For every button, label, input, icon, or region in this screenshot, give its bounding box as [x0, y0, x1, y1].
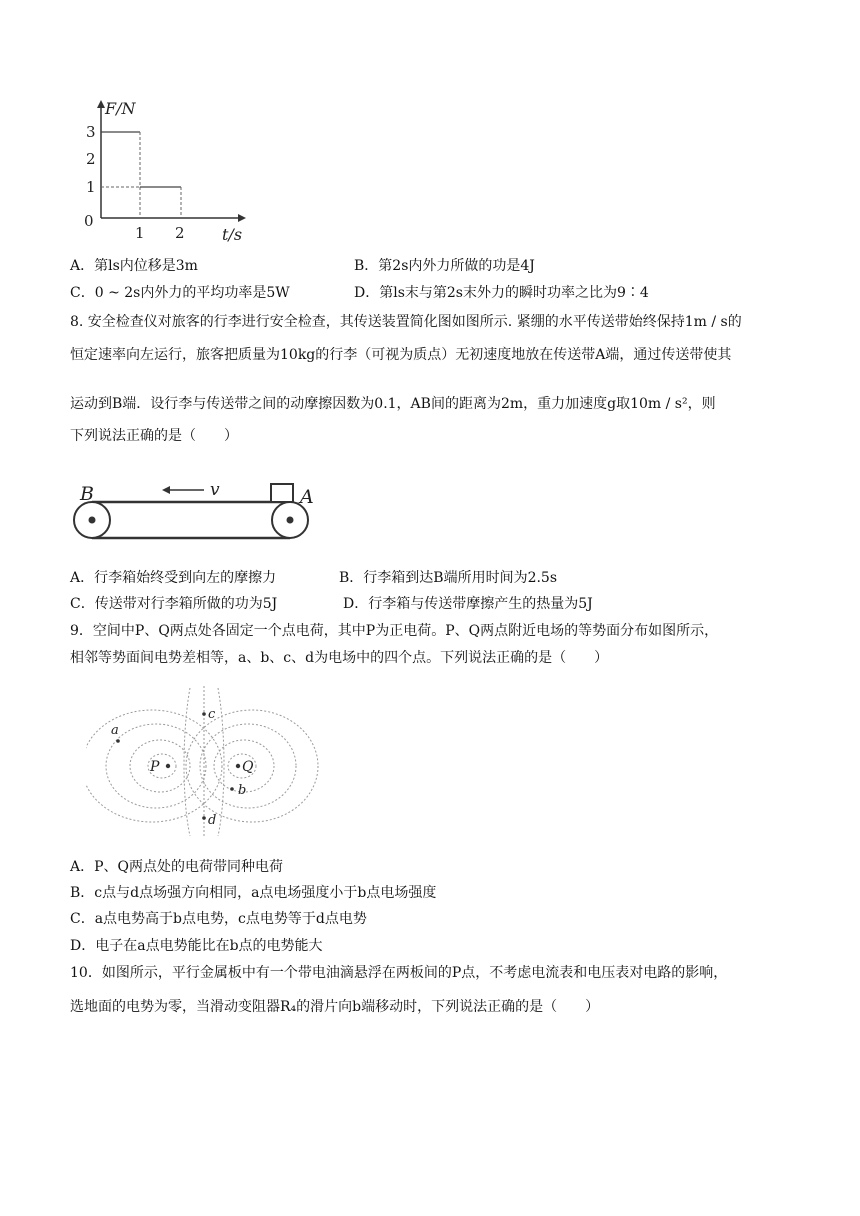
- q9-option-c: C．a点电势高于b点电势，c点电势等于d点电势: [70, 911, 367, 927]
- label-p: P: [150, 759, 160, 775]
- q9-option-b: B．c点与d点场强方向相同，a点电场强度小于b点电场强度: [70, 885, 437, 901]
- y-axis-label: F/N: [105, 99, 136, 118]
- q7-option-b: B．第2s内外力所做的功是4J: [354, 258, 535, 274]
- luggage-box: [271, 484, 293, 502]
- x-tick-2: 2: [175, 224, 185, 242]
- q8-stem-line-1: 8. 安全检查仪对旅客的行李进行安全检查，其传送装置简化图如图所示. 紧绷的水平传送带始终保持1m / s的: [70, 314, 742, 330]
- point-a-dot: [116, 739, 120, 743]
- x-tick-1: 1: [135, 224, 145, 242]
- label-v: v: [210, 480, 220, 500]
- label-a: a: [111, 723, 119, 738]
- label-a: A: [300, 486, 314, 508]
- q9-stem-line-1: 9．空间中P、Q两点处各固定一个点电荷，其中P为正电荷。P、Q两点附近电场的等势面分布如图所示，: [70, 623, 719, 639]
- y-tick-0: 0: [84, 212, 94, 230]
- label-q: Q: [242, 759, 254, 775]
- q8-option-b: B．行李箱到达B端所用时间为2.5s: [339, 570, 558, 586]
- q8-option-c: C．传送带对行李箱所做的功为5J: [70, 596, 278, 612]
- q7-option-c: C．0 ~ 2s内外力的平均功率是5W: [70, 285, 290, 301]
- y-tick-3: 3: [86, 123, 96, 141]
- conveyor-belt-diagram: [68, 478, 323, 548]
- q8-stem-line-4: 下列说法正确的是（ ）: [70, 428, 238, 444]
- point-d-dot: [202, 816, 206, 820]
- left-roller-axle: [89, 517, 96, 524]
- q7-option-d: D．第ls末与第2s末外力的瞬时功率之比为9∶4: [354, 285, 649, 301]
- label-b: B: [80, 483, 94, 505]
- point-p-dot: [166, 764, 170, 768]
- label-c: c: [208, 707, 216, 722]
- right-curve-near-center: [218, 688, 224, 836]
- q9-stem-line-2: 相邻等势面间电势差相等，a、b、c、d为电场中的四个点。下列说法正确的是（ ）: [70, 650, 609, 666]
- x-axis-arrow: [238, 214, 246, 222]
- y-tick-2: 2: [86, 150, 96, 168]
- p-equipotential-2: [130, 740, 190, 792]
- equipotential-diagram: [86, 682, 322, 840]
- point-c-dot: [202, 712, 206, 716]
- q9-option-d: D．电子在a点电势能比在b点的电势能大: [70, 938, 323, 954]
- point-q-dot: [236, 764, 240, 768]
- velocity-arrowhead: [162, 486, 170, 494]
- right-roller-axle: [287, 517, 294, 524]
- q10-stem-line-2: 选地面的电势为零，当滑动变阻器R₄的滑片向b端移动时，下列说法正确的是（ ）: [70, 999, 600, 1015]
- label-b: b: [238, 783, 247, 798]
- point-b-dot: [230, 787, 234, 791]
- y-axis-arrow: [97, 100, 105, 108]
- q8-option-d: D．行李箱与传送带摩擦产生的热量为5J: [343, 596, 593, 612]
- y-tick-1: 1: [86, 178, 96, 196]
- q9-option-a: A．P、Q两点处的电荷带同种电荷: [70, 859, 284, 875]
- q8-stem-line-3: 运动到B端．设行李与传送带之间的动摩擦因数为0.1，AB间的距离为2m，重力加速度g取10m / s²，则: [70, 396, 716, 412]
- q10-stem-line-1: 10．如图所示，平行金属板中有一个带电油滴悬浮在两板间的P点，不考虑电流表和电压表对电路的影响，: [70, 965, 728, 981]
- q8-stem-line-2: 恒定速率向左运行，旅客把质量为10kg的行李（可视为质点）无初速度地放在传送带A端，通过传送带使其: [70, 347, 732, 363]
- x-axis-label: t/s: [222, 225, 243, 244]
- label-d: d: [208, 813, 217, 828]
- force-time-graph: [78, 96, 253, 246]
- q8-option-a: A．行李箱始终受到向左的摩擦力: [70, 570, 277, 586]
- q7-option-a: A．第ls内位移是3m: [70, 258, 198, 274]
